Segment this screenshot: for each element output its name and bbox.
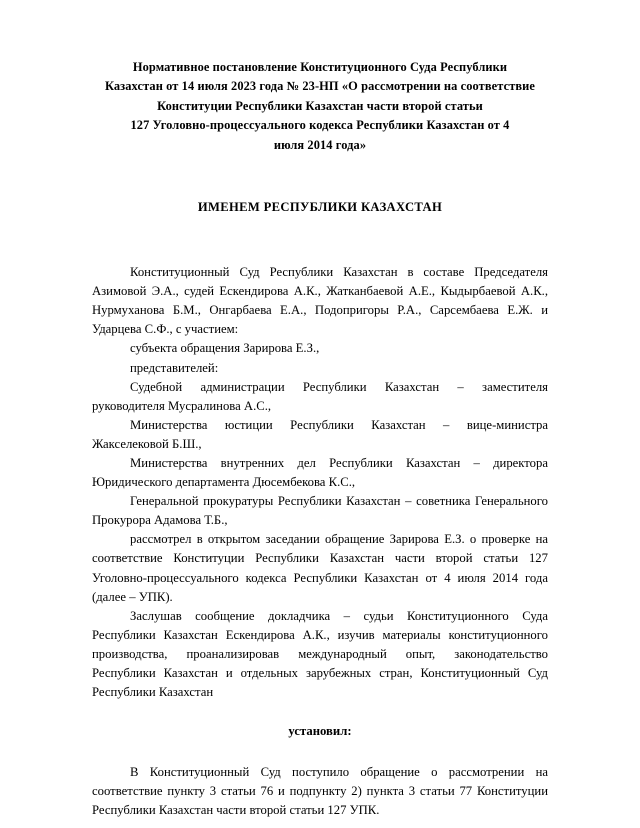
paragraph-court-composition: Конституционный Суд Республики Казахстан в составе Председателя Азимовой Э.А., судей Ескендирова А.К., Жатканбаевой А.Е., Кыдырбаевой А.К., Нурмуханова Б.М., Онгарбаева Е.А., Подопригоры Р.А., Сарсембаева Е.Ж. и Ударцева С.Ф., с участием:: [92, 265, 548, 337]
document-body: [92, 0, 548, 820]
paragraph-judicial-administration: Судебной администрации Республики Казахстан – заместителя руководителя Мусралинова А.С.,: [92, 379, 548, 413]
document-title: [92, 58, 548, 155]
paragraph-received-appeal: В Конституционный Суд поступило обращение о рассмотрении на соответствие пункту 3 статьи 76 и подпункту 2) пункта 3 статьи 77 Конституции Республики Казахстан части второй статьи 127 УПК.: [92, 765, 548, 818]
title-line-5: июля 2014 года»: [273, 137, 367, 152]
title-line-3: Конституции Республики Казахстан части второй статьи: [157, 98, 483, 113]
paragraph-representatives-label: представителей:: [130, 360, 219, 375]
paragraph-having-heard: Заслушав сообщение докладчика – судьи Конституционного Суда Республики Казахстан Ескендирова А.К., изучив материалы конституционного производства, проанализировав международный опыт, законодательство Республики Казахстан и отдельных зарубежных стран, Конституционный Суд Республики Казахстан: [92, 608, 548, 700]
paragraph-examined-appeal: рассмотрел в открытом заседании обращение Зарирова Е.З. о проверке на соответствие Конституции Республики Казахстан части второй статьи 127 Уголовно-процессуального кодекса Республики Казахстан от 4 июля 2014 года (далее – УПК).: [92, 532, 548, 604]
title-line-2: Казахстан от 14 июля 2023 года № 23-НП «О рассмотрении на соответствие: [104, 79, 536, 94]
section-heading-established: установил:: [288, 724, 352, 739]
title-line-1: Нормативное постановление Конституционного Суда Республики: [132, 60, 508, 74]
republic-heading: ИМЕНЕМ РЕСПУБЛИКИ КАЗАХСТАН: [197, 200, 443, 215]
paragraph-ministry-of-justice: Министерства юстиции Республики Казахстан – вице-министра Жакселековой Б.Ш.,: [92, 417, 548, 451]
paragraph-applicant: субъекта обращения Зарирова Е.З.,: [130, 341, 320, 356]
paragraph-ministry-of-internal-affairs: Министерства внутренних дел Республики Казахстан – директора Юридического департамента Дюсембекова К.С.,: [92, 455, 548, 490]
paragraph-prosecutor-general: Генеральной прокуратуры Республики Казахстан – советника Генерального Прокурора Адамова Т.Б.,: [92, 494, 548, 528]
title-line-4: 127 Уголовно-процессуального кодекса Республики Казахстан от 4: [130, 118, 510, 133]
